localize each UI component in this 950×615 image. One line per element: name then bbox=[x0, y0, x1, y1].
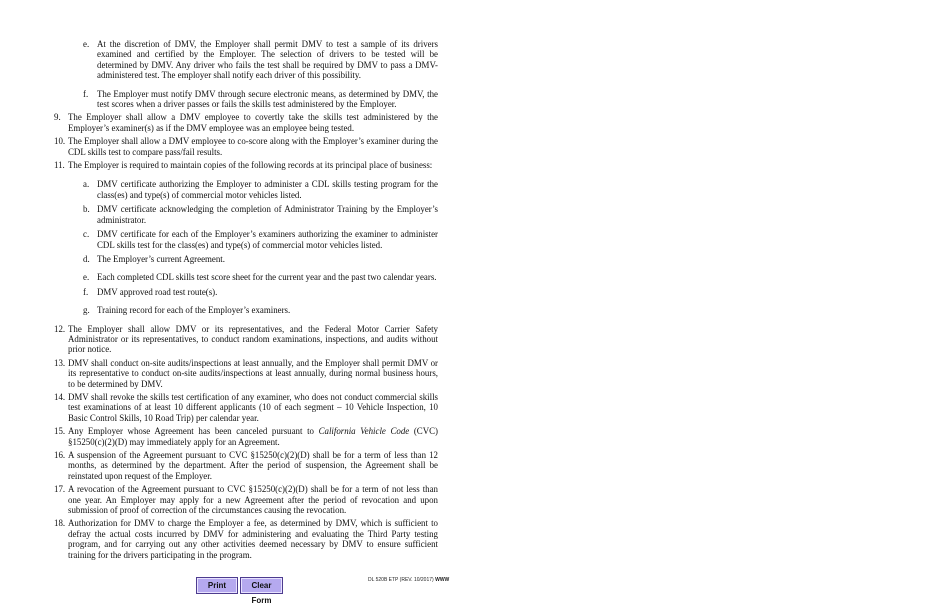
item-number: 13. bbox=[54, 357, 66, 368]
item-text: Each completed CDL skills test score sheet for the current year and the past two calendar years. bbox=[97, 272, 437, 283]
list-item bbox=[54, 518, 438, 560]
item-number: b. bbox=[83, 204, 90, 215]
item-number: e. bbox=[83, 272, 90, 283]
sub-item bbox=[54, 229, 438, 250]
item-number: f. bbox=[83, 286, 89, 297]
item-text: At the discretion of DMV, the Employer shall permit DMV to test a sample of its drivers examined and certified by the Employer. The selection of drivers to be tested will be determined by DMV. Any driver who fails the test shall be required by DMV to pass a DMV-administered test. The employer shall notify each driver of this possibility. bbox=[97, 39, 438, 81]
item-number: c. bbox=[83, 229, 90, 240]
list-item bbox=[54, 324, 438, 355]
code-title-italic: California Vehicle Code bbox=[318, 426, 410, 437]
item-text: Authorization for DMV to charge the Employer a fee, as determined by DMV, which is sufficient to defray the actual costs incurred by DMV for administering and evaluating the Third Party testing program, and for carrying out any other activities deemed necessary by DMV to ensure sufficient training for the drivers participating in the program. bbox=[68, 518, 438, 560]
item-text: The Employer is required to maintain copies of the following records at its principal place of business: bbox=[68, 160, 433, 171]
item-number: 15. bbox=[54, 426, 66, 437]
print-button[interactable]: Print bbox=[196, 577, 238, 594]
item-text: The Employer must notify DMV through secure electronic means, as determined by DMV, the test scores when a driver passes or fails the skills test administered by the Employer. bbox=[97, 88, 438, 110]
item-text: The Employer’s current Agreement. bbox=[97, 253, 225, 264]
item-number: d. bbox=[83, 253, 90, 264]
item-text: DMV approved road test route(s). bbox=[97, 286, 218, 297]
item-number: a. bbox=[83, 179, 90, 190]
sub-item bbox=[54, 272, 438, 282]
form-code-suffix: WWW bbox=[435, 577, 450, 583]
sub-item bbox=[54, 287, 438, 297]
item-number: g. bbox=[83, 305, 90, 316]
list-item bbox=[54, 112, 438, 133]
item-number: 9. bbox=[54, 112, 61, 123]
list-item bbox=[54, 136, 438, 157]
sub-item bbox=[54, 254, 438, 264]
item-text: The Employer shall allow a DMV employee to co-score along with the Employer’s examiner during the CDL skills test to compare pass/fail results. bbox=[68, 136, 438, 157]
list-item bbox=[54, 358, 438, 389]
list-item bbox=[54, 392, 438, 423]
form-code: DL 520B ETP (REV. 10/2017) bbox=[368, 577, 434, 583]
sub-item bbox=[54, 179, 438, 200]
item-number: 16. bbox=[54, 450, 66, 460]
list-item bbox=[54, 484, 438, 515]
item-number: 10. bbox=[54, 136, 66, 147]
form-revision-code bbox=[368, 577, 449, 583]
item-text: The Employer shall allow DMV or its representatives, and the Federal Motor Carrier Safety Administrator or its representatives, to conduct random examinations, inspections, and audits without prior notice. bbox=[68, 323, 438, 355]
item-text: DMV certificate authorizing the Employer to administer a CDL skills testing program for the class(es) and type(s) of commercial motor vehicles listed. bbox=[97, 179, 438, 200]
list-item bbox=[54, 426, 438, 447]
item-text-part: (CVC) §15250(c)(2)(D) may immediately apply for an Agreement. bbox=[68, 426, 438, 447]
item-text: DMV shall conduct on-site audits/inspections at least annually, and the Employer shall permit DMV or its representative to conduct on-site audits/inspections at least annually, during normal business hours, to be determined by DMV. bbox=[68, 357, 438, 389]
item-text: DMV certificate for each of the Employer’s examiners authorizing the examiner to administer CDL skills test for the class(es) and type(s) of commercial motor vehicles listed. bbox=[97, 229, 438, 250]
item-number: 17. bbox=[54, 484, 66, 495]
item-number: 12. bbox=[54, 323, 66, 334]
item-number: e. bbox=[83, 39, 90, 49]
item-number: 14. bbox=[54, 391, 66, 402]
sub-item bbox=[54, 204, 438, 225]
agreement-terms-list bbox=[54, 39, 438, 560]
item-number: 18. bbox=[54, 518, 66, 529]
item-text: Training record for each of the Employer’s examiners. bbox=[97, 305, 291, 316]
item-number: f. bbox=[83, 88, 89, 99]
item-text: DMV certificate acknowledging the completion of Administrator Training by the Employer’s administrator. bbox=[97, 204, 438, 225]
item-text: A revocation of the Agreement pursuant to CVC §15250(c)(2)(D) shall be for a term of not less than one year. An Employer may apply for a new Agreement after the period of revocation and upon submission of proof of correction of the circumstances causing the revocation. bbox=[68, 484, 438, 516]
item-number: 11. bbox=[54, 160, 65, 171]
item-text: A suspension of the Agreement pursuant to CVC §15250(c)(2)(D) shall be for a term of less than 12 months, as determined by the department. After the period of suspension, the Agreement shall be reinstated upon request of the Employer. bbox=[68, 450, 438, 481]
item-text: The Employer shall allow a DMV employee to covertly take the skills test administered by the Employer’s examiner(s) as if the DMV employee was an employee being tested. bbox=[68, 112, 438, 133]
item-text bbox=[68, 426, 438, 446]
sub-item bbox=[54, 305, 438, 315]
sub-item bbox=[54, 89, 438, 110]
item-text-part: Any Employer whose Agreement has been canceled pursuant to bbox=[68, 426, 319, 437]
list-item bbox=[54, 160, 438, 170]
list-item bbox=[54, 450, 438, 481]
clear-form-button[interactable]: Clear Form bbox=[240, 577, 283, 594]
item-text: DMV shall revoke the skills test certification of any examiner, who does not conduct commercial skills test examinations of at least 10 different applicants (10 of each segment – 10 Vehicle Inspection, 10 Basic Control Skills, 10 Road Trip) per calendar year. bbox=[68, 391, 438, 423]
sub-item bbox=[54, 39, 438, 81]
